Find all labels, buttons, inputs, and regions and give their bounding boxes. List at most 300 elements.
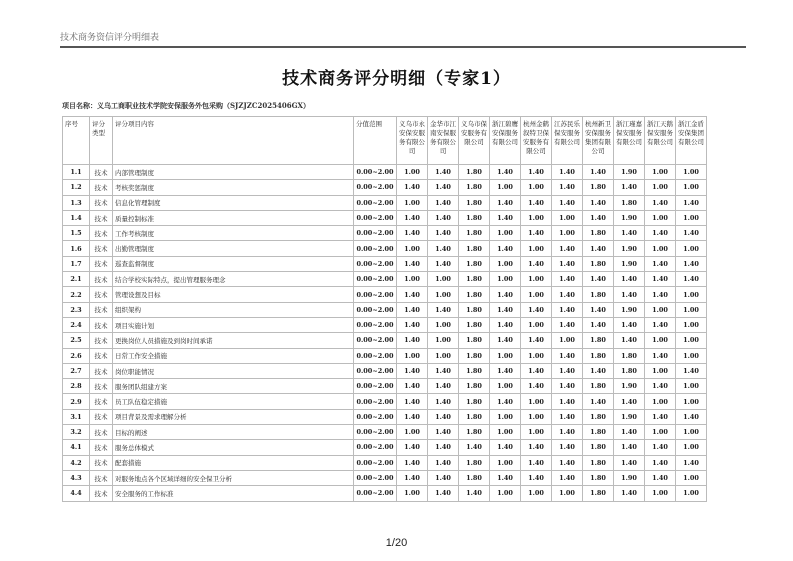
row-item: 对服务地点各个区域详细的安全保卫分析 [113, 470, 354, 485]
score-cell: 1.40 [552, 287, 583, 302]
score-cell: 1.40 [645, 470, 676, 485]
score-cell: 1.80 [459, 409, 490, 424]
row-range: 0.00~2.00 [354, 302, 397, 317]
row-range: 0.00~2.00 [354, 272, 397, 287]
score-cell: 1.00 [645, 333, 676, 348]
score-cell: 1.90 [614, 302, 645, 317]
score-cell: 1.00 [397, 165, 428, 180]
score-cell: 1.80 [459, 348, 490, 363]
score-cell: 1.40 [552, 348, 583, 363]
score-cell: 1.40 [583, 195, 614, 210]
score-cell: 1.00 [521, 425, 552, 440]
score-cell: 1.40 [428, 440, 459, 455]
table-row [63, 287, 707, 302]
row-item: 内部管理制度 [113, 165, 354, 180]
page-title: 技术商务评分明细（专家1） [282, 69, 511, 89]
col-company: 浙江天鹅保安服务有限公司 [645, 117, 676, 165]
score-cell: 1.40 [397, 302, 428, 317]
score-cell: 1.80 [459, 241, 490, 256]
score-cell: 1.40 [552, 440, 583, 455]
score-cell: 1.00 [490, 379, 521, 394]
score-cell: 1.40 [614, 287, 645, 302]
score-table [62, 116, 707, 502]
score-cell: 1.90 [614, 165, 645, 180]
score-cell: 1.40 [428, 470, 459, 485]
score-cell: 1.00 [676, 440, 707, 455]
score-cell: 1.00 [521, 287, 552, 302]
col-company: 浙江瑾嘉保安服务有限公司 [614, 117, 645, 165]
col-company: 义乌市保安服务有限公司 [459, 117, 490, 165]
row-type: 技术 [90, 317, 113, 332]
score-cell: 1.80 [583, 333, 614, 348]
score-cell: 1.00 [676, 287, 707, 302]
table-row [63, 333, 707, 348]
score-cell: 1.80 [459, 256, 490, 271]
row-number: 4.1 [63, 440, 90, 455]
row-item: 配套措施 [113, 455, 354, 470]
score-cell: 1.40 [645, 348, 676, 363]
score-cell: 1.40 [521, 455, 552, 470]
score-cell: 1.80 [459, 363, 490, 378]
row-number: 4.2 [63, 455, 90, 470]
score-cell: 1.00 [521, 272, 552, 287]
score-cell: 1.40 [490, 440, 521, 455]
table-row [63, 425, 707, 440]
row-number: 3.1 [63, 409, 90, 424]
row-number: 2.5 [63, 333, 90, 348]
score-cell: 1.00 [490, 409, 521, 424]
score-cell: 1.40 [552, 363, 583, 378]
row-number: 1.1 [63, 165, 90, 180]
score-cell: 1.00 [676, 379, 707, 394]
row-range: 0.00~2.00 [354, 317, 397, 332]
row-item: 更换岗位人员措施及到岗时间承诺 [113, 333, 354, 348]
score-cell: 1.00 [397, 486, 428, 501]
score-cell: 1.40 [490, 210, 521, 225]
score-cell: 1.00 [490, 348, 521, 363]
score-cell: 1.40 [428, 210, 459, 225]
score-cell: 1.00 [521, 409, 552, 424]
score-cell: 1.00 [645, 241, 676, 256]
row-type: 技术 [90, 241, 113, 256]
row-number: 1.2 [63, 180, 90, 195]
score-cell: 1.40 [645, 455, 676, 470]
table-row [63, 486, 707, 501]
score-cell: 1.40 [490, 333, 521, 348]
score-cell: 1.40 [397, 470, 428, 485]
score-cell: 1.40 [614, 440, 645, 455]
score-cell: 1.40 [583, 302, 614, 317]
score-cell: 1.40 [490, 195, 521, 210]
table-row [63, 317, 707, 332]
score-cell: 1.80 [459, 333, 490, 348]
row-number: 2.7 [63, 363, 90, 378]
score-cell: 1.90 [614, 379, 645, 394]
score-cell: 1.40 [397, 333, 428, 348]
score-cell: 1.00 [645, 210, 676, 225]
table-row [63, 409, 707, 424]
row-range: 0.00~2.00 [354, 165, 397, 180]
row-item: 目标的阐述 [113, 425, 354, 440]
score-cell: 1.00 [490, 256, 521, 271]
score-cell: 1.80 [583, 486, 614, 501]
score-cell: 1.80 [583, 470, 614, 485]
score-cell: 1.40 [397, 180, 428, 195]
score-cell: 1.00 [645, 394, 676, 409]
row-range: 0.00~2.00 [354, 455, 397, 470]
score-cell: 1.00 [428, 333, 459, 348]
row-item: 日常工作安全措施 [113, 348, 354, 363]
score-cell: 1.00 [428, 348, 459, 363]
col-type: 评分类型 [90, 117, 113, 165]
score-cell: 1.00 [490, 455, 521, 470]
score-cell: 1.40 [645, 256, 676, 271]
row-type: 技术 [90, 486, 113, 501]
row-item: 工作考核制度 [113, 226, 354, 241]
score-cell: 1.40 [490, 363, 521, 378]
col-company: 浙江金盾安保集团有限公司 [676, 117, 707, 165]
score-cell: 1.40 [552, 379, 583, 394]
score-cell: 1.40 [676, 195, 707, 210]
score-cell: 1.40 [583, 165, 614, 180]
score-cell: 1.40 [583, 363, 614, 378]
score-cell: 1.80 [614, 363, 645, 378]
row-item: 信息化管理制度 [113, 195, 354, 210]
score-cell: 1.40 [490, 165, 521, 180]
row-range: 0.00~2.00 [354, 241, 397, 256]
score-cell: 1.40 [676, 409, 707, 424]
score-cell: 1.00 [490, 425, 521, 440]
score-cell: 1.40 [645, 379, 676, 394]
score-cell: 1.40 [614, 226, 645, 241]
score-cell: 1.00 [645, 425, 676, 440]
score-cell: 1.00 [552, 226, 583, 241]
score-cell: 1.40 [614, 455, 645, 470]
score-cell: 1.00 [552, 333, 583, 348]
score-cell: 1.40 [428, 241, 459, 256]
table-row [63, 455, 707, 470]
col-company: 浙江碧鹰安保服务有限公司 [490, 117, 521, 165]
score-cell: 1.40 [552, 455, 583, 470]
table-row [63, 195, 707, 210]
score-cell: 1.00 [645, 363, 676, 378]
row-type: 技术 [90, 165, 113, 180]
table-row [63, 256, 707, 271]
score-cell: 1.40 [521, 333, 552, 348]
score-cell: 1.40 [583, 394, 614, 409]
score-cell: 1.00 [676, 317, 707, 332]
row-item: 项目实施计划 [113, 317, 354, 332]
col-company: 义乌市永安保安服务有限公司 [397, 117, 428, 165]
score-cell: 1.40 [397, 409, 428, 424]
score-cell: 1.00 [428, 272, 459, 287]
row-item: 出勤管理制度 [113, 241, 354, 256]
score-cell: 1.40 [583, 272, 614, 287]
row-type: 技术 [90, 287, 113, 302]
table-row [63, 226, 707, 241]
col-no: 序号 [63, 117, 90, 165]
row-range: 0.00~2.00 [354, 363, 397, 378]
row-type: 技术 [90, 440, 113, 455]
table-row [63, 348, 707, 363]
score-cell: 1.40 [428, 379, 459, 394]
score-cell: 1.40 [397, 379, 428, 394]
score-cell: 1.40 [583, 317, 614, 332]
table-row [63, 272, 707, 287]
score-cell: 1.80 [583, 455, 614, 470]
row-number: 2.8 [63, 379, 90, 394]
table-row [63, 394, 707, 409]
score-cell: 1.80 [583, 379, 614, 394]
score-cell: 1.00 [521, 180, 552, 195]
score-cell: 1.40 [428, 425, 459, 440]
score-cell: 1.00 [676, 180, 707, 195]
score-cell: 1.00 [428, 287, 459, 302]
row-number: 4.4 [63, 486, 90, 501]
score-cell: 1.40 [428, 302, 459, 317]
row-range: 0.00~2.00 [354, 486, 397, 501]
score-cell: 1.40 [397, 455, 428, 470]
score-cell: 1.40 [614, 180, 645, 195]
score-cell: 1.00 [521, 394, 552, 409]
row-type: 技术 [90, 272, 113, 287]
score-cell: 1.80 [459, 210, 490, 225]
score-cell: 1.80 [614, 195, 645, 210]
score-cell: 1.80 [459, 180, 490, 195]
row-number: 1.4 [63, 210, 90, 225]
score-cell: 1.80 [459, 394, 490, 409]
row-item: 岗位职能情况 [113, 363, 354, 378]
row-type: 技术 [90, 333, 113, 348]
project-name: 项目名称：义乌工商职业技术学院安保服务外包采购（SJZJZC2025406GX） [62, 101, 310, 110]
score-cell: 1.40 [428, 486, 459, 501]
score-cell: 1.40 [645, 226, 676, 241]
score-cell: 1.00 [552, 486, 583, 501]
score-cell: 1.40 [645, 317, 676, 332]
score-cell: 1.00 [397, 425, 428, 440]
score-cell: 1.40 [397, 287, 428, 302]
score-cell: 1.40 [428, 394, 459, 409]
score-cell: 1.40 [676, 363, 707, 378]
score-cell: 1.40 [552, 470, 583, 485]
score-cell: 1.00 [676, 394, 707, 409]
row-number: 1.6 [63, 241, 90, 256]
row-range: 0.00~2.00 [354, 425, 397, 440]
table-row [63, 210, 707, 225]
score-cell: 1.40 [552, 425, 583, 440]
score-cell: 1.40 [676, 455, 707, 470]
row-range: 0.00~2.00 [354, 195, 397, 210]
score-cell: 1.00 [645, 486, 676, 501]
row-type: 技术 [90, 210, 113, 225]
col-item: 评分项目内容 [113, 117, 354, 165]
score-cell: 1.40 [552, 180, 583, 195]
score-cell: 1.00 [521, 317, 552, 332]
score-cell: 1.40 [521, 440, 552, 455]
row-number: 4.3 [63, 470, 90, 485]
score-cell: 1.40 [583, 241, 614, 256]
score-cell: 1.40 [614, 333, 645, 348]
row-item: 服务团队组建方案 [113, 379, 354, 394]
row-range: 0.00~2.00 [354, 470, 397, 485]
table-row [63, 165, 707, 180]
score-cell: 1.40 [645, 195, 676, 210]
table-row [63, 180, 707, 195]
score-cell: 1.00 [645, 302, 676, 317]
score-cell: 1.90 [614, 256, 645, 271]
score-cell: 1.80 [583, 226, 614, 241]
row-type: 技术 [90, 226, 113, 241]
table-row [63, 363, 707, 378]
score-cell: 1.00 [676, 302, 707, 317]
score-cell: 1.90 [614, 409, 645, 424]
running-header: 技术商务资信评分明细表 [60, 30, 746, 48]
score-cell: 1.80 [459, 272, 490, 287]
score-cell: 1.80 [459, 470, 490, 485]
score-cell: 1.40 [645, 409, 676, 424]
score-cell: 1.00 [645, 165, 676, 180]
score-cell: 1.40 [490, 287, 521, 302]
table-row [63, 440, 707, 455]
score-cell: 1.80 [583, 440, 614, 455]
header-row [63, 117, 707, 165]
row-range: 0.00~2.00 [354, 379, 397, 394]
row-number: 2.1 [63, 272, 90, 287]
score-cell: 1.40 [521, 302, 552, 317]
score-cell: 1.80 [614, 348, 645, 363]
col-range: 分值范围 [354, 117, 397, 165]
score-cell: 1.40 [521, 470, 552, 485]
score-cell: 1.00 [552, 210, 583, 225]
col-company: 杭州新卫安保服务集团有限公司 [583, 117, 614, 165]
score-cell: 1.40 [552, 317, 583, 332]
row-type: 技术 [90, 256, 113, 271]
score-cell: 1.40 [552, 394, 583, 409]
score-cell: 1.40 [521, 165, 552, 180]
row-item: 质量控制标准 [113, 210, 354, 225]
score-cell: 1.40 [428, 256, 459, 271]
row-range: 0.00~2.00 [354, 394, 397, 409]
score-cell: 1.00 [490, 486, 521, 501]
score-cell: 1.00 [645, 180, 676, 195]
row-type: 技术 [90, 394, 113, 409]
score-cell: 1.80 [583, 256, 614, 271]
score-cell: 1.40 [428, 455, 459, 470]
score-cell: 1.80 [459, 425, 490, 440]
score-cell: 1.80 [459, 287, 490, 302]
score-cell: 1.00 [676, 425, 707, 440]
score-cell: 1.40 [552, 256, 583, 271]
row-item: 项目背景及需求理解分析 [113, 409, 354, 424]
row-number: 3.2 [63, 425, 90, 440]
score-cell: 1.40 [614, 425, 645, 440]
score-cell: 1.40 [397, 317, 428, 332]
score-cell: 1.40 [428, 180, 459, 195]
score-cell: 1.00 [397, 195, 428, 210]
score-cell: 1.40 [521, 226, 552, 241]
col-company: 杭州金鹤叙特卫保安服务有限公司 [521, 117, 552, 165]
score-cell: 1.80 [583, 425, 614, 440]
table-row [63, 302, 707, 317]
score-cell: 1.40 [552, 165, 583, 180]
score-cell: 1.40 [614, 272, 645, 287]
score-cell: 1.90 [614, 241, 645, 256]
score-cell: 1.40 [490, 241, 521, 256]
score-cell: 1.00 [676, 470, 707, 485]
row-item: 服务总体模式 [113, 440, 354, 455]
score-cell: 1.40 [490, 302, 521, 317]
score-cell: 1.80 [583, 180, 614, 195]
score-cell: 1.40 [397, 210, 428, 225]
row-item: 考核奖惩制度 [113, 180, 354, 195]
table-row [63, 241, 707, 256]
score-cell: 1.40 [490, 394, 521, 409]
score-cell: 1.40 [614, 394, 645, 409]
score-cell: 1.00 [676, 241, 707, 256]
score-cell: 1.80 [459, 165, 490, 180]
score-cell: 1.80 [583, 287, 614, 302]
row-range: 0.00~2.00 [354, 180, 397, 195]
row-range: 0.00~2.00 [354, 348, 397, 363]
row-type: 技术 [90, 379, 113, 394]
row-number: 1.7 [63, 256, 90, 271]
row-range: 0.00~2.00 [354, 226, 397, 241]
score-cell: 1.00 [397, 272, 428, 287]
score-cell: 1.40 [490, 317, 521, 332]
row-range: 0.00~2.00 [354, 333, 397, 348]
table-row [63, 470, 707, 485]
row-item: 巡查监督制度 [113, 256, 354, 271]
score-cell: 1.40 [645, 287, 676, 302]
table-row [63, 379, 707, 394]
score-cell: 1.80 [459, 302, 490, 317]
score-cell: 1.00 [490, 226, 521, 241]
score-cell: 1.40 [459, 440, 490, 455]
row-number: 2.2 [63, 287, 90, 302]
row-type: 技术 [90, 348, 113, 363]
score-cell: 1.40 [552, 409, 583, 424]
score-cell: 1.80 [459, 195, 490, 210]
score-cell: 1.40 [552, 302, 583, 317]
col-company: 江苏民乐保安服务有限公司 [552, 117, 583, 165]
col-company: 金华市江南安保服务有限公司 [428, 117, 459, 165]
row-range: 0.00~2.00 [354, 440, 397, 455]
score-cell: 1.40 [521, 195, 552, 210]
score-cell: 1.40 [645, 272, 676, 287]
score-cell: 1.80 [583, 409, 614, 424]
row-item: 结合学校实际特点，提出管理服务理念 [113, 272, 354, 287]
row-range: 0.00~2.00 [354, 287, 397, 302]
row-type: 技术 [90, 470, 113, 485]
score-cell: 1.00 [676, 486, 707, 501]
row-number: 2.9 [63, 394, 90, 409]
row-number: 1.5 [63, 226, 90, 241]
score-cell: 1.40 [552, 272, 583, 287]
row-number: 2.3 [63, 302, 90, 317]
score-cell: 1.40 [552, 241, 583, 256]
score-cell: 1.40 [676, 272, 707, 287]
row-range: 0.00~2.00 [354, 256, 397, 271]
score-cell: 1.00 [490, 272, 521, 287]
score-cell: 1.40 [521, 363, 552, 378]
score-cell: 1.00 [521, 348, 552, 363]
score-cell: 1.80 [459, 317, 490, 332]
score-cell: 1.00 [521, 486, 552, 501]
score-cell: 1.40 [397, 440, 428, 455]
score-cell: 1.40 [645, 440, 676, 455]
score-cell: 1.40 [397, 256, 428, 271]
score-cell: 1.40 [397, 363, 428, 378]
